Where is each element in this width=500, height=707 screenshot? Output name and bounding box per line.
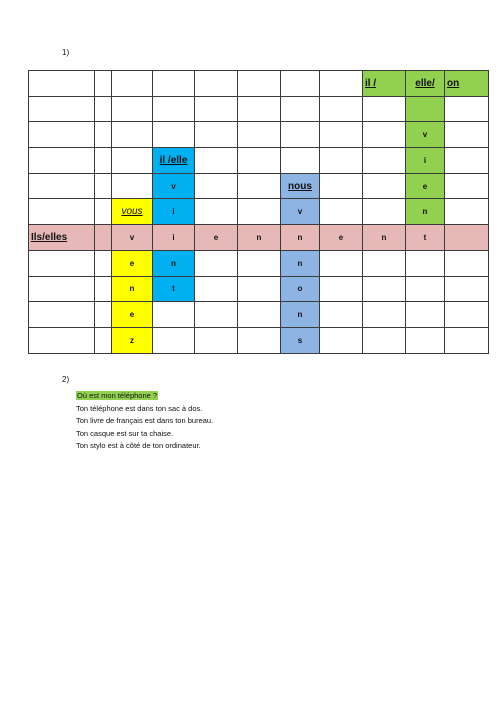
grid-cell: v [153, 173, 195, 199]
grid-cell: e [406, 173, 445, 199]
grid-cell: e [320, 225, 363, 251]
grid-cell: il / [363, 71, 406, 97]
grid-cell [29, 96, 95, 122]
grid-cell: Ils/elles [29, 225, 95, 251]
grid-cell [238, 122, 281, 148]
grid-cell: n [112, 276, 153, 302]
grid-cell [320, 122, 363, 148]
grid-row [29, 327, 489, 353]
grid-cell [320, 96, 363, 122]
grid-cell: v [112, 225, 153, 251]
grid-cell [153, 327, 195, 353]
grid-cell [445, 173, 489, 199]
grid-cell [95, 71, 112, 97]
grid-cell [195, 173, 238, 199]
grid-cell [363, 250, 406, 276]
grid-cell [406, 250, 445, 276]
grid-cell [95, 225, 112, 251]
grid-cell [95, 122, 112, 148]
grid-cell: e [112, 302, 153, 328]
grid-cell [29, 250, 95, 276]
grid-cell [238, 276, 281, 302]
grid-row [29, 302, 489, 328]
grid-cell [320, 199, 363, 225]
grid-row [29, 71, 489, 97]
grid-cell [445, 327, 489, 353]
grid-cell [363, 302, 406, 328]
grid-cell [195, 276, 238, 302]
grid-cell [95, 173, 112, 199]
grid-row [29, 199, 489, 225]
grid-cell: t [153, 276, 195, 302]
answer-line-4: Ton stylo est à côté de ton ordinateur. [76, 441, 201, 451]
answer-line-1: Ton téléphone est dans ton sac à dos. [76, 403, 203, 413]
grid-cell [281, 148, 320, 174]
grid-cell: n [281, 225, 320, 251]
grid-cell [445, 148, 489, 174]
grid-cell: e [195, 225, 238, 251]
grid-cell [238, 96, 281, 122]
grid-cell [95, 250, 112, 276]
grid-cell: n [281, 250, 320, 276]
grid-cell [29, 276, 95, 302]
grid-cell [363, 173, 406, 199]
grid-cell: t [406, 225, 445, 251]
grid-cell [95, 327, 112, 353]
grid-cell [29, 71, 95, 97]
grid-cell: i [153, 225, 195, 251]
grid-cell [445, 276, 489, 302]
grid-cell [363, 96, 406, 122]
grid-cell [320, 173, 363, 199]
grid-cell [112, 148, 153, 174]
grid-row [29, 122, 489, 148]
grid-cell [195, 199, 238, 225]
grid-cell [320, 148, 363, 174]
grid-cell [238, 173, 281, 199]
grid-cell [95, 96, 112, 122]
grid-cell [406, 276, 445, 302]
grid-cell [445, 96, 489, 122]
grid-row [29, 96, 489, 122]
grid-cell [195, 122, 238, 148]
grid-cell: il /elle [153, 148, 195, 174]
grid-cell [112, 173, 153, 199]
grid-cell [112, 71, 153, 97]
grid-cell [95, 199, 112, 225]
grid-cell: n [281, 302, 320, 328]
grid-row [29, 276, 489, 302]
question-line [76, 390, 213, 403]
grid-cell [363, 276, 406, 302]
grid-cell [95, 302, 112, 328]
grid-cell [406, 302, 445, 328]
grid-cell [29, 327, 95, 353]
grid-cell [112, 96, 153, 122]
grid-cell [195, 148, 238, 174]
grid-cell [153, 122, 195, 148]
question-1-number: 1) [62, 48, 70, 57]
grid-cell [281, 122, 320, 148]
grid-cell [238, 148, 281, 174]
grid-cell: i [153, 199, 195, 225]
grid-cell [29, 173, 95, 199]
grid-cell [29, 122, 95, 148]
grid-cell [406, 96, 445, 122]
grid-row [29, 250, 489, 276]
grid-cell: e [112, 250, 153, 276]
grid-cell [445, 250, 489, 276]
grid-cell [445, 302, 489, 328]
grid-cell [363, 327, 406, 353]
grid-row [29, 173, 489, 199]
grid-cell [320, 276, 363, 302]
grid-cell [406, 327, 445, 353]
grid-cell [29, 148, 95, 174]
grid-cell: elle/ [406, 71, 445, 97]
grid-cell: nous [281, 173, 320, 199]
grid-cell [445, 225, 489, 251]
answer-line-3: Ton casque est sur ta chaise. [76, 428, 174, 438]
grid-cell [195, 327, 238, 353]
grid-cell [281, 71, 320, 97]
grid-cell [320, 327, 363, 353]
grid-cell [238, 327, 281, 353]
grid-cell [320, 71, 363, 97]
grid-cell: on [445, 71, 489, 97]
grid-cell [195, 96, 238, 122]
grid-cell [238, 199, 281, 225]
grid-cell: n [363, 225, 406, 251]
grid-cell: v [406, 122, 445, 148]
grid-cell [320, 250, 363, 276]
grid-cell: o [281, 276, 320, 302]
grid-cell [238, 302, 281, 328]
grid-cell [195, 71, 238, 97]
grid-cell [153, 71, 195, 97]
grid-cell [95, 148, 112, 174]
answer-line-2: Ton livre de français est dans ton bureau. [76, 416, 214, 426]
grid-cell: v [281, 199, 320, 225]
grid-cell: i [406, 148, 445, 174]
grid-cell: n [238, 225, 281, 251]
grid-cell [363, 148, 406, 174]
grid-cell [281, 96, 320, 122]
grid-cell: z [112, 327, 153, 353]
grid-cell: s [281, 327, 320, 353]
question-highlight: Où est mon téléphone ? [77, 391, 158, 400]
grid-cell: n [406, 199, 445, 225]
grid-cell [29, 302, 95, 328]
grid-cell [238, 250, 281, 276]
grid-cell [95, 276, 112, 302]
answers-block [76, 390, 213, 453]
grid-cell [195, 302, 238, 328]
grid-cell [363, 122, 406, 148]
grid-row [29, 148, 489, 174]
grid-cell: n [153, 250, 195, 276]
grid-cell [29, 199, 95, 225]
crossword-grid [28, 70, 489, 354]
grid-cell [112, 122, 153, 148]
grid-cell: vous [112, 199, 153, 225]
grid-cell [153, 302, 195, 328]
grid-cell [195, 250, 238, 276]
grid-cell [363, 199, 406, 225]
grid-cell [320, 302, 363, 328]
grid-row [29, 225, 489, 251]
grid-cell [445, 122, 489, 148]
grid-cell [238, 71, 281, 97]
grid-cell [445, 199, 489, 225]
grid-cell [153, 96, 195, 122]
question-2-number: 2) [62, 375, 70, 384]
